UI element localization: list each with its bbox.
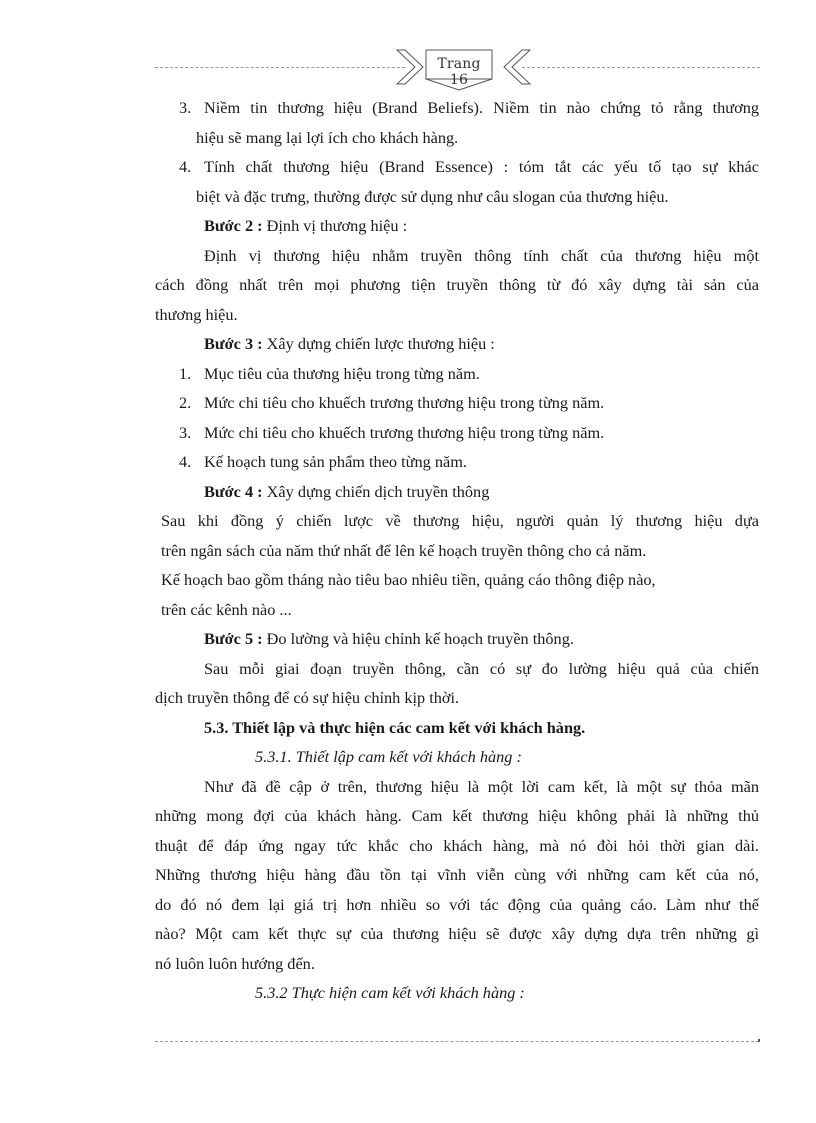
paragraph-line: Những thương hiệu hàng đầu tồn tại vĩnh viễn cùng với những cam kết của nó, xyxy=(155,865,759,884)
paragraph-line: do đó nó đem lại giá trị hơn nhiều so với tác động của quảng cáo. Làm như thế xyxy=(155,894,759,914)
paragraph-line: thương hiệu. xyxy=(155,304,238,324)
step-5-heading: Bước 5 : Đo lường và hiệu chỉnh kế hoạch truyền thông. xyxy=(204,629,574,648)
step-2-heading: Bước 2 : Định vị thương hiệu : xyxy=(204,216,408,235)
paragraph-line: Sau mỗi giai đoạn truyền thông, cần có sự đo lường hiệu quả của chiến xyxy=(204,658,759,678)
step-3-heading: Bước 3 : Xây dựng chiến lược thương hiệu : xyxy=(204,334,495,353)
paragraph-line: trên các kênh nào ... xyxy=(161,599,292,619)
document-body xyxy=(155,93,759,1008)
paragraph-line: những mong đợi của khách hàng. Cam kết thương hiệu không phải là những thủ xyxy=(155,806,759,825)
paragraph-line: Kế hoạch bao gồm tháng nào tiêu bao nhiêu tiền, quảng cáo thông điệp nào, xyxy=(161,570,656,589)
step-4-heading: Bước 4 : Xây dựng chiến dịch truyền thông xyxy=(204,481,490,501)
section-heading: 5.3. Thiết lập và thực hiện các cam kết với khách hàng. xyxy=(204,717,586,737)
list-item: 3. Niềm tin thương hiệu (Brand Beliefs). Niềm tin nào chứng tỏ rằng thương xyxy=(179,98,759,117)
paragraph-line: nào? Một cam kết thực sự của thương hiệu sẽ được xây dựng dựa trên những gì xyxy=(155,924,759,943)
list-item: 4. Kế hoạch tung sản phẩm theo từng năm. xyxy=(179,452,467,471)
page-number-label: Trang 16 xyxy=(437,56,481,88)
page-header xyxy=(0,40,816,100)
list-item: 1. Mục tiêu của thương hiệu trong từng năm. xyxy=(179,363,480,383)
paragraph-line: trên ngân sách của năm thứ nhất để lên kế hoạch truyền thông cho cả năm. xyxy=(161,540,647,560)
footer-rule xyxy=(155,1041,759,1042)
subsection-heading: 5.3.1. Thiết lập cam kết với khách hàng : xyxy=(255,747,522,766)
list-item-continuation: biệt và đặc trưng, thường được sử dụng như câu slogan của thương hiệu. xyxy=(196,186,669,206)
paragraph-line: nó luôn luôn hướng đến. xyxy=(155,953,315,973)
paragraph-line: cách đồng nhất trên mọi phương tiện truyền thông từ đó xây dựng tài sản của xyxy=(155,275,759,294)
footer-mark xyxy=(758,1039,760,1042)
paragraph-line: dịch truyền thông để có sự hiệu chỉnh kịp thời. xyxy=(155,688,460,707)
page-number-banner xyxy=(0,40,816,100)
paragraph-line: Sau khi đồng ý chiến lược về thương hiệu, người quản lý thương hiệu dựa xyxy=(161,511,759,530)
paragraph-line: Như đã đề cập ở trên, thương hiệu là một lời cam kết, là một sự thỏa mãn xyxy=(204,776,759,796)
list-item-continuation: hiệu sẽ mang lại lợi ích cho khách hàng. xyxy=(196,127,459,147)
list-item: 2. Mức chi tiêu cho khuếch trương thương hiệu trong từng năm. xyxy=(179,393,605,412)
list-item: 4. Tính chất thương hiệu (Brand Essence) : tóm tắt các yếu tố tạo sự khác xyxy=(179,157,759,176)
list-item: 3. Mức chi tiêu cho khuếch trương thương hiệu trong từng năm. xyxy=(179,422,605,442)
paragraph-line: thuật để đáp ứng ngay tức khắc cho khách hàng, mà nó đòi hỏi thời gian dài. xyxy=(155,835,759,855)
paragraph-line: Định vị thương hiệu nhằm truyền thông tính chất của thương hiệu một xyxy=(204,245,759,265)
subsection-heading: 5.3.2 Thực hiện cam kết với khách hàng : xyxy=(255,983,525,1002)
